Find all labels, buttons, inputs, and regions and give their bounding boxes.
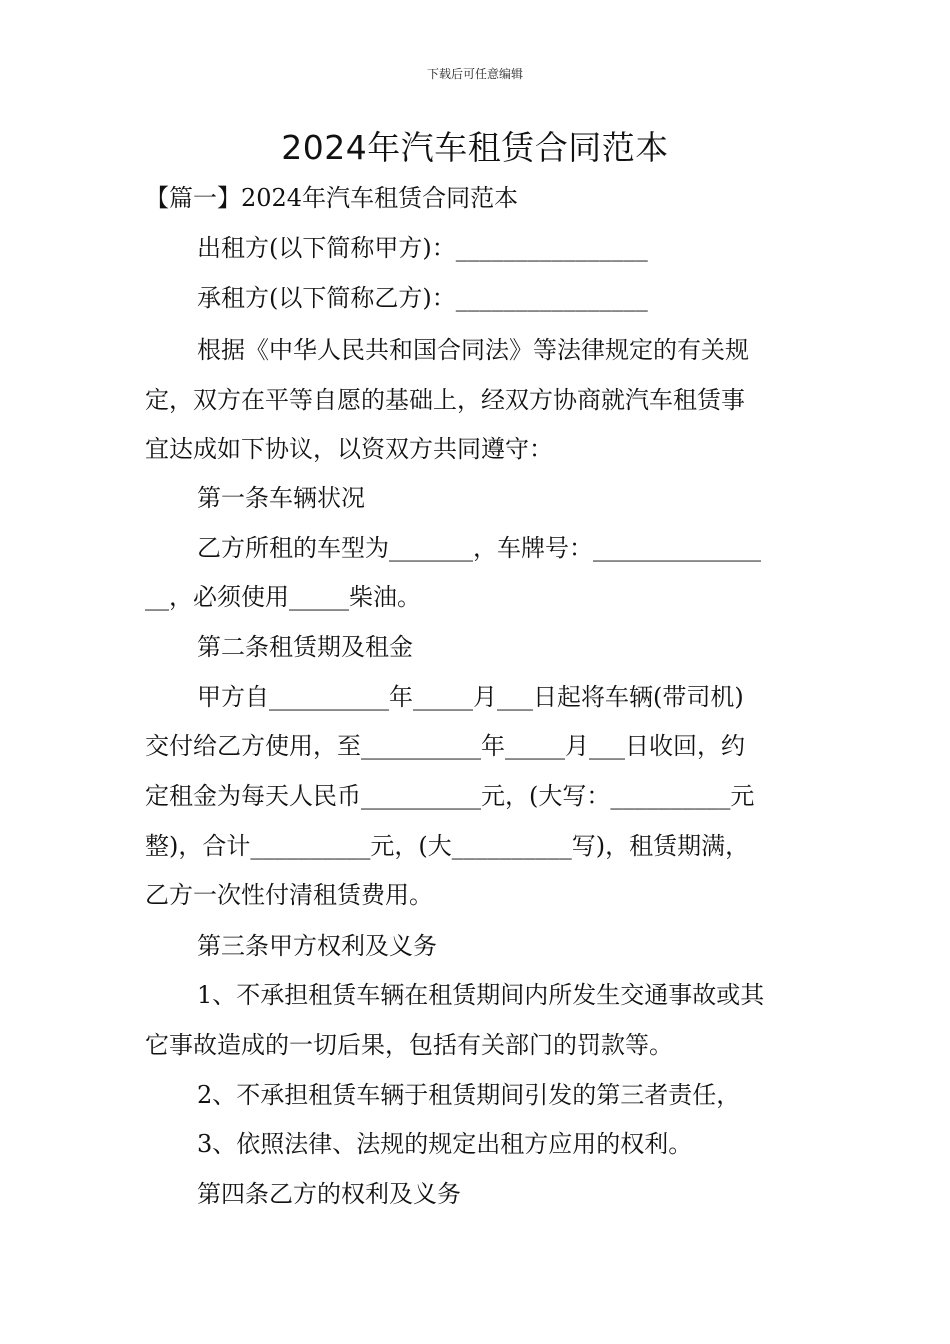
- article-heading: 第四条乙方的权利及义务: [197, 1180, 461, 1208]
- paragraph-line: 1、不承担租赁车辆在租赁期间内所发生交通事故或其: [197, 981, 765, 1009]
- article-heading: 第三条甲方权利及义务: [197, 932, 437, 960]
- paragraph-line: 2、不承担租赁车辆于租赁期间引发的第三者责任，: [197, 1081, 741, 1109]
- paragraph-line: 甲方自__________年_____月___日起将车辆(带司机): [197, 683, 744, 711]
- paragraph-line: 宜达成如下协议，以资双方共同遵守：: [145, 435, 553, 463]
- paragraph-line: 定租金为每天人民币__________元，(大写：__________元: [145, 782, 755, 810]
- paragraph-line: 定，双方在平等自愿的基础上，经双方协商就汽车租赁事: [145, 386, 745, 414]
- paragraph-line: 3、依照法律、法规的规定出租方应用的权利。: [197, 1130, 693, 1158]
- header-note: 下载后可任意编辑: [426, 67, 523, 81]
- paragraph-line: 承租方(以下简称乙方)：________________: [197, 284, 648, 312]
- paragraph-line: 出租方(以下简称甲方)：________________: [197, 234, 648, 262]
- paragraph-line: 交付给乙方使用，至__________年_____月___日收回，约: [145, 732, 745, 760]
- paragraph-line: __，必须使用_____柴油。: [145, 583, 421, 611]
- article-heading: 第二条租赁期及租金: [197, 633, 413, 661]
- paragraph-line: 它事故造成的一切后果，包括有关部门的罚款等。: [145, 1031, 673, 1059]
- document-title: 2024年汽车租赁合同范本: [281, 128, 669, 167]
- article-heading: 第一条车辆状况: [197, 484, 365, 512]
- section-heading: 【篇一】2024年汽车租赁合同范本: [145, 184, 519, 212]
- paragraph-line: 根据《中华人民共和国合同法》等法律规定的有关规: [197, 336, 749, 364]
- paragraph-line: 乙方所租的车型为_______，车牌号：______________: [197, 534, 761, 562]
- paragraph-line: 整)，合计__________元，(大__________写)，租赁期满，: [145, 832, 750, 860]
- paragraph-line: 乙方一次性付清租赁费用。: [145, 881, 433, 909]
